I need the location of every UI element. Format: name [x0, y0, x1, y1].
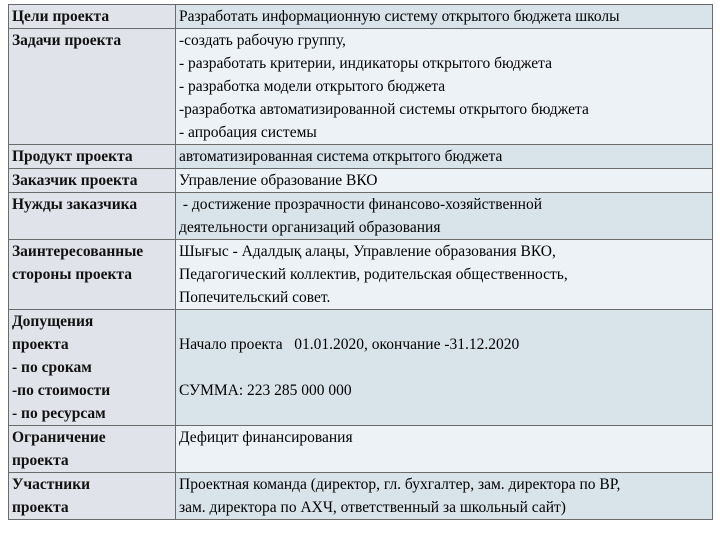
task-item: -создать рабочую группу, — [179, 32, 346, 49]
label-text: Цели проекта — [12, 8, 110, 25]
label-participants — [9, 473, 176, 520]
value-text: Дефицит финансирования — [179, 429, 353, 446]
row-assumptions — [9, 310, 713, 426]
label-project-goals — [9, 5, 176, 29]
value-project-goals — [176, 5, 713, 29]
project-dates: Начало проекта 01.01.2020, окончание -31.12.2020 — [179, 336, 520, 353]
value-text: Проектная команда (директор, гл. бухгалтер, зам. директора по ВР, — [179, 476, 621, 493]
row-participants — [9, 473, 713, 520]
label-assumptions — [9, 310, 176, 426]
row-constraints — [9, 426, 713, 473]
task-item: - разработка модели открытого бюджета — [179, 78, 446, 95]
project-passport-table — [8, 4, 713, 520]
row-project-customer — [9, 169, 713, 193]
label-text: проекта — [12, 452, 69, 469]
label-text: - по ресурсам — [12, 405, 106, 422]
value-text: автоматизированная система открытого бюджета — [179, 148, 503, 165]
value-text: Попечительский совет. — [179, 289, 331, 306]
label-text: Задачи проекта — [12, 32, 122, 49]
label-project-tasks — [9, 29, 176, 145]
label-constraints — [9, 426, 176, 473]
row-customer-needs — [9, 193, 713, 240]
label-text: Заинтересованные — [12, 243, 144, 260]
value-text: Шығыс - Адалдық алаңы, Управление образования ВКО, — [179, 243, 556, 260]
row-project-tasks — [9, 29, 713, 145]
label-text: Продукт проекта — [12, 148, 133, 165]
label-text: Заказчик проекта — [12, 172, 138, 189]
label-stakeholders — [9, 240, 176, 310]
row-project-goals — [9, 5, 713, 29]
value-project-product — [176, 145, 713, 169]
project-sum: СУММА: 223 285 000 000 — [179, 382, 352, 399]
value-stakeholders — [176, 240, 713, 310]
value-text: Управление образование ВКО — [179, 172, 378, 189]
label-text: стороны проекта — [12, 266, 132, 283]
label-text: Участники — [12, 476, 91, 493]
label-text: -по стоимости — [12, 382, 111, 399]
label-text: Ограничение — [12, 429, 106, 446]
row-project-product — [9, 145, 713, 169]
label-text: проекта — [12, 336, 69, 353]
value-text: - достижение прозрачности финансово-хозяйственной — [179, 196, 543, 213]
label-project-product — [9, 145, 176, 169]
spacer — [179, 356, 709, 379]
spacer — [179, 310, 709, 333]
task-item: - разработать критерии, индикаторы открытого бюджета — [179, 55, 552, 72]
project-passport-table-wrap — [8, 4, 712, 520]
value-text: Педагогический коллектив, родительская общественность, — [179, 266, 568, 283]
value-participants — [176, 473, 713, 520]
value-text: деятельности организаций образования — [179, 219, 441, 236]
label-text: - по срокам — [12, 359, 92, 376]
task-item: - апробация системы — [179, 124, 317, 141]
label-customer-needs — [9, 193, 176, 240]
value-customer-needs — [176, 193, 713, 240]
row-stakeholders — [9, 240, 713, 310]
label-text: проекта — [12, 499, 69, 516]
value-project-tasks — [176, 29, 713, 145]
value-text: Разработать информационную систему открытого бюджета школы — [179, 8, 620, 25]
value-project-customer — [176, 169, 713, 193]
value-assumptions — [176, 310, 713, 426]
label-text: Допущения — [12, 313, 94, 330]
task-item: -разработка автоматизированной системы открытого бюджета — [179, 101, 589, 118]
label-text: Нужды заказчика — [12, 196, 138, 213]
value-constraints — [176, 426, 713, 473]
value-text: зам. директора по АХЧ, ответственный за школьный сайт) — [179, 499, 566, 516]
label-project-customer — [9, 169, 176, 193]
